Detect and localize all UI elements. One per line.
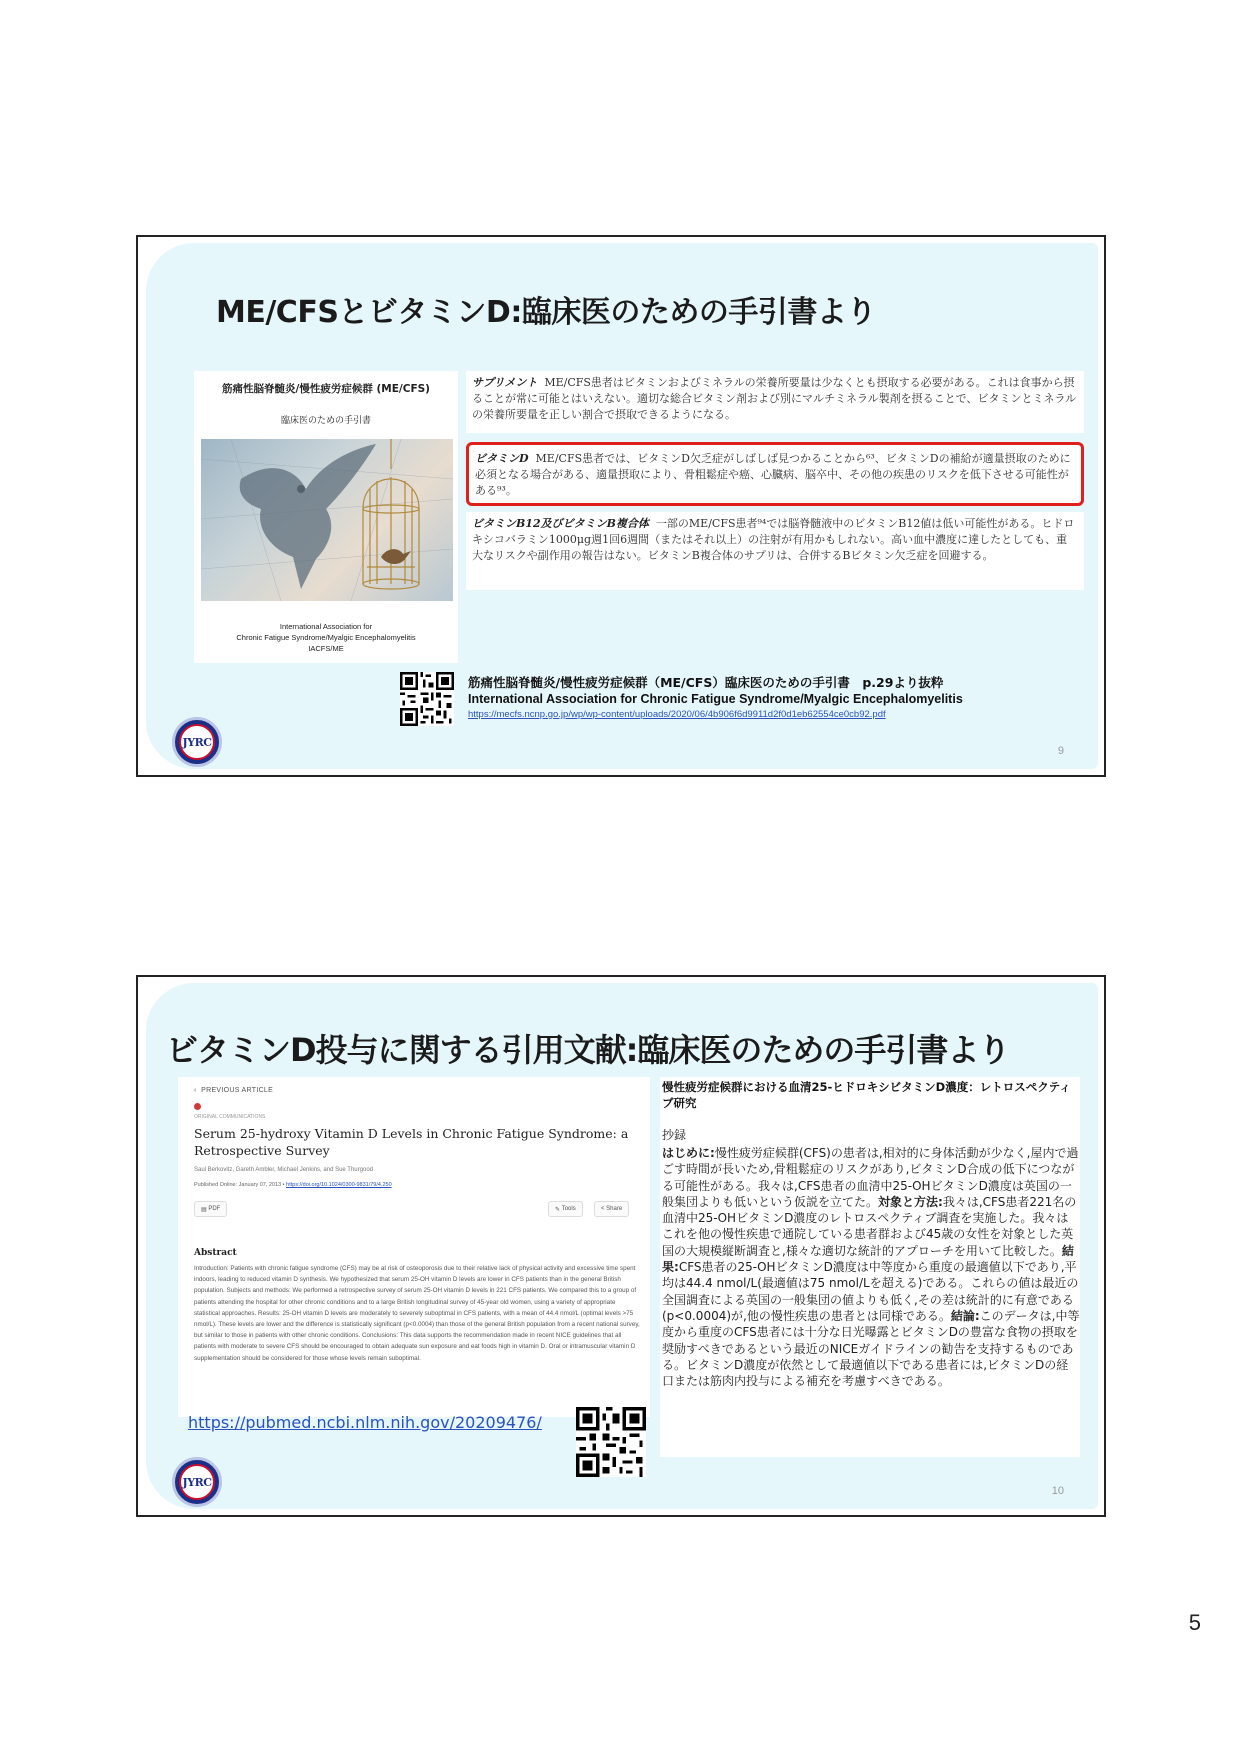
conclusion-text: このデータは,中等度から重度のCFS患者には十分な日光曝露とビタミンDの豊富な食物の摂取を奨励すべきであるという最近のNICEガイドラインの勧告を支持するものである。ビタミンD濃度が依然として最適値以下である患者には,ビタミンDの経口または筋肉内投与による補充を考慮すべきである。 [662,1308,1080,1389]
results-label: 結果: [662,1243,1074,1275]
publisher-line-3: IACFS/ME [308,644,344,653]
citation-jp: 筋痛性脳脊髄炎/慢性疲労症候群（ME/CFS）臨床医のための手引書 p.29より抜粋 [468,675,944,690]
intro-text: 慢性疲労症候群(CFS)の患者は,相対的に身体活動が少なく,屋内で過ごす時間が長いため,骨粗鬆症のリスクがあり,ビタミンD合成の低下につながる可能性がある。我々は,CFS患者の血清中25-OHビタミンD濃度は英国の一般集団よりも低いという仮説を立てた。 [662,1146,1079,1209]
slide-number: 9 [1057,745,1064,757]
slide-9 [136,235,1106,777]
qr-code-icon[interactable] [400,672,454,726]
vitamin-d-paragraph-highlighted [466,442,1084,506]
pubmed-link[interactable]: https://pubmed.ncbi.nlm.nih.gov/20209476/ [188,1413,542,1432]
vitamin-b12-text: 一部のME/CFS患者⁹⁴では脳脊髄液中のビタミンB12値は低い可能性がある。ヒドロキシコバラミン1000μg週1回6週間（またはそれ以上）の注射が有用かもしれない。高い血中濃度に達したとしても、重大なリスクや副作用の報告はない。ビタミンB複合体のサプリは、合併するBビタミン欠乏症を回避する。 [472,517,1075,562]
citation-org: International Association for Chronic Fatigue Syndrome/Myalgic Encephalomyelitis [468,692,963,706]
conclusion-label: 結論: [950,1308,980,1323]
slide-number: 10 [1051,1485,1064,1497]
article-title: Serum 25-hydroxy Vitamin D Levels in Chronic Fatigue Syndrome: a Retrospective Survey [194,1126,629,1158]
abstract-text: Introduction: Patients with chronic fatigue syndrome (CFS) may be at risk of osteoporosis due to their relative lack of physical activity and excessive time spent indoors, leading to reduced vitamin D synthesis. We hypothesized that serum 25-OH vitamin D levels are lower in CFS patients than in the general British population. Subjects and methods: We performed a retrospective survey of serum 25-OH vitamin D levels in 221 CFS patients. We compared this to a group of patients attending the hospital for other chronic conditions and to a large British longitudinal survey of 45-year old women, using a variety of appropriate statistical approaches. Results: 25-OH vitamin D levels are moderately to severely suboptimal in CFS patients, with a mean of 44.4 nmol/L (optimal levels >75 nmol/L). These levels are lower and the difference is statistically significant (p<0.0004) than those of the general British population from a recent national survey, but similar to those in patients with other chronic conditions. Conclusions: This data supports the recommendation made in recent NICE guidelines that all patients with moderate to severe CFS should be encouraged to obtain adequate sun exposure and eat foods high in vitamin D. Oral or intramuscular vitamin D supplementation should be considered for those whose levels remain suboptimal. [194,1265,640,1362]
pdf-button[interactable] [194,1201,227,1217]
citation-url-link[interactable]: https://mecfs.ncnp.go.jp/wp/wp-content/uploads/2020/06/4b906f6d9911d2f0d1eb62554ce0cb92.pdf [468,709,886,720]
article-authors: Saul Berkovitz, Gareth Ambler, Michael Jenkins, and Sue Thurgood [194,1167,373,1173]
article-category: ORIGINAL COMMUNICATIONS [194,1114,266,1120]
share-icon: < [601,1206,607,1212]
page-number: 5 [1188,1610,1201,1635]
bird-illustration-icon [201,439,453,601]
book-title: 筋痛性脳脊髄炎/慢性疲労症候群 (ME/CFS) [222,383,430,395]
guidebook-cover [194,371,458,663]
slide-title: ME/CFSとビタミンD:臨床医のための手引書より [216,295,876,330]
supplement-text: ME/CFS患者はビタミンおよびミネラルの栄養所要量は少なくとも摂取する必要がある。これは食事から摂ることが常に可能とはいえない。適切な総合ビタミン剤および別にマルチミネラル製剤を摂ることで、ビタミンとミネラルの栄養所要量を正しい割合で摂取できるようになる。 [472,376,1077,421]
vitamin-d-heading: ビタミンD [475,452,529,465]
book-subtitle: 臨床医のための手引書 [280,416,371,426]
results-text: CFS患者の25-OHビタミンD濃度は中等度から重度の最適値以下であり,平均は44.4 nmol/L(最適値は75 nmol/Lを超える)である。これらの値は最近の全国調査による英国の一般集団の値よりも低く,その差は統計的に有意である(p<0.0004)が,他の慢性疾患の患者とは同様である。 [662,1260,1079,1323]
qr-code-icon[interactable] [576,1407,646,1477]
abstract-heading: Abstract [194,1248,237,1258]
vitamin-b12-heading: ビタミンB12及びビタミンB複合体 [472,517,649,530]
methods-label: 対象と方法: [878,1194,943,1209]
slide-10 [136,975,1106,1517]
publisher-line-2: Chronic Fatigue Syndrome/Myalgic Encephalomyelitis [236,633,416,642]
vitamin-b12-paragraph [466,512,1084,590]
jyrc-logo [172,1457,222,1507]
wrench-icon: ✎ [555,1206,562,1213]
article-published [194,1182,392,1188]
bird-cage-illustration [201,439,453,601]
article-screenshot [178,1077,650,1417]
intro-label: はじめに: [662,1146,715,1160]
previous-article-label: PREVIOUS ARTICLE [201,1087,274,1094]
open-access-icon [194,1103,201,1110]
jp-article-title: 慢性疲労症候群における血清25-ヒドロキシビタミンD濃度：レトロスペクティブ研究 [662,1080,1071,1110]
supplement-heading: サプリメント [472,376,538,389]
slide-title: ビタミンD投与に関する引用文献:臨床医のための手引書より [166,1031,1010,1069]
share-label: Share [606,1206,623,1212]
jyrc-logo [172,717,222,767]
japanese-abstract [660,1077,1080,1457]
vitamin-d-text: ME/CFS患者では、ビタミンD欠乏症がしばしば見つかることから⁶³、ビタミンDの補給が適量摂取のために必須となる場合がある、適量摂取により、骨粗鬆症や癌、心臓病、脳卒中、その他の疾患のリスクを低下させる可能性がある⁹³。 [475,452,1071,497]
pdf-label: PDF [208,1206,221,1212]
jp-abstract-label: 抄録 [662,1128,687,1142]
publisher-line-1: International Association for [279,622,373,631]
published-date: Published Online: January 07, 2013 • [194,1182,285,1188]
citation-block [468,674,1088,721]
tools-button[interactable] [548,1201,583,1217]
logo-text: JYRC [179,724,215,760]
doi-link[interactable]: https://doi.org/10.1024/0300-9831/79/4.250 [286,1182,392,1188]
logo-text: JYRC [179,1464,215,1500]
methods-text: 我々は,CFS患者221名の血清中25-OHビタミンD濃度のレトロスペクティブ調査を実施した。我々はこれを他の慢性疾患で通院している患者群および45歳の女性を対象とした英国の大規模縦断調査と,様々な適切な統計的アプローチを用いて比較した。 [662,1194,1077,1258]
pdf-icon: ▤ [201,1206,209,1213]
jp-abstract-body [662,1145,1080,1389]
share-button[interactable] [594,1201,629,1217]
book-publisher [194,621,458,654]
tools-label: Tools [561,1206,576,1212]
previous-article-link[interactable]: ‹ PREVIOUS ARTICLE [194,1087,274,1094]
supplement-paragraph [466,371,1084,433]
